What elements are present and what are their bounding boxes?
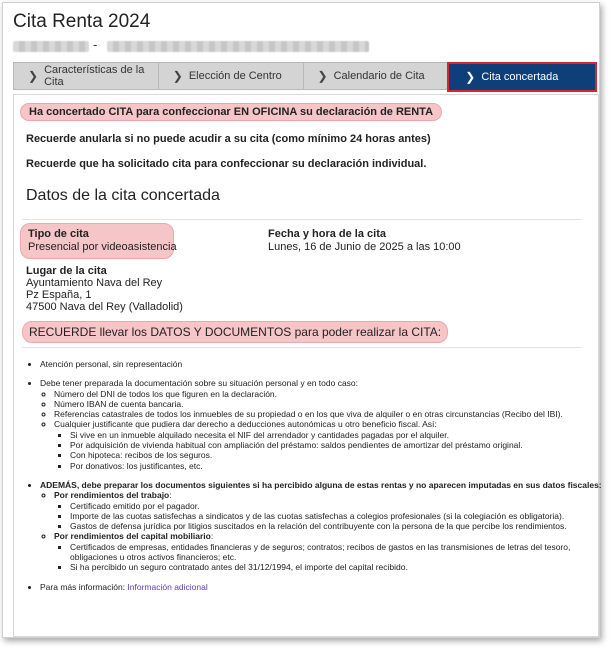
chevron-right-icon: ❯ — [28, 69, 39, 83]
list-item: ▪ Certificados de empresas, entidades financieras y de seguros; contratos; recibos de gastos en las transmisiones de letras del tesoro, obligaciones u otros activos financieros; etc. — [70, 542, 610, 563]
individual-reminder: Recuerde que ha solicitado cita para confeccionar su declaración individual. — [26, 158, 427, 170]
list-item: ◦ Por rendimientos del trabajo: ▪ Certificado emitido por el pagador. ▪ Importe de las cuotas satisfechas a sindicatos y de las cuotas satisfechas a colegios profesionales (si la colegiación es obligatoria). ▪ Gastos de defensa jurídica por litigios suscitados en la relación del contribuyente con la persona de la que percibe los rendimientos. — [54, 490, 610, 531]
page-title: Cita Renta 2024 — [13, 11, 151, 32]
sub-list — [40, 490, 610, 572]
section-title: Datos de la cita concertada — [26, 187, 220, 204]
sub-sub-list — [54, 430, 610, 471]
list-item: ▪ Si vive en un inmueble alquilado necesita el NIF del arrendador y cantidades pagadas por el alquiler. — [70, 430, 610, 440]
recuerde-alert: RECUERDE llevar los DATOS Y DOCUMENTOS para poder realizar la CITA: — [22, 321, 448, 343]
list-item: ▪ Certificado emitido por el pagador. — [70, 501, 610, 511]
list-item-text: Por rendimientos del trabajo — [54, 490, 170, 501]
list-item — [54, 419, 610, 470]
list-item — [40, 480, 610, 573]
divider — [22, 347, 582, 348]
step-label: Elección de Centro — [188, 70, 282, 82]
chevron-right-icon: ❯ — [465, 70, 476, 84]
list-item: ▪ Importe de las cuotas satisfechas a sindicatos y de las cuotas satisfechas a colegios profesionales (si la colegiación es obligatoria). — [70, 511, 610, 521]
list-item: • Atención personal, sin representación — [40, 359, 610, 369]
sub-sub-list — [54, 542, 610, 573]
step-calendario[interactable] — [303, 62, 448, 90]
chevron-right-icon: ❯ — [172, 69, 183, 83]
sub-list — [40, 389, 610, 471]
step-cita-concertada[interactable] — [447, 62, 597, 92]
tipo-value: Presencial por videoasistencia — [28, 241, 177, 253]
cancel-reminder: Recuerde anularla si no puede acudir a su cita (como mínimo 24 horas antes) — [26, 133, 431, 145]
lugar-line: Ayuntamiento Nava del Rey — [26, 277, 163, 289]
list-item: ◦ Referencias catastrales de todos los inmuebles de su propiedad o en los que viva de alquiler o en otras circunstancias (Recibo del IBI). — [54, 409, 610, 419]
step-eleccion-centro[interactable] — [158, 62, 303, 90]
chevron-right-icon: ❯ — [317, 69, 328, 83]
step-label: Cita concertada — [481, 71, 559, 83]
list-item: ▪ Con hipoteca: recibos de los seguros. — [70, 450, 610, 460]
confirmation-alert: Ha concertado CITA para confeccionar EN OFICINA su declaración de RENTA — [20, 103, 442, 121]
list-item-text: Debe tener preparada la documentación sobre su situación personal y en todo caso: — [40, 378, 359, 389]
lugar-line: 47500 Nava del Rey (Valladolid) — [26, 301, 183, 313]
list-item: ▪ Por donativos: los justificantes, etc. — [70, 461, 610, 471]
user-separator: - — [93, 37, 98, 52]
list-item-text: ADEMÁS, debe preparar los documentos siguientes si ha percibido alguna de estas rentas y no aparecen imputadas en sus datos fiscales: — [40, 479, 602, 490]
fecha-value: Lunes, 16 de Junio de 2025 a las 10:00 — [268, 241, 461, 253]
step-label: Características de la Cita — [44, 64, 145, 88]
tipo-label: Tipo de cita — [28, 228, 89, 240]
user-identity-redacted — [13, 37, 373, 53]
lugar-line: Pz España, 1 — [26, 289, 92, 301]
list-item: ◦ Por rendimientos del capital mobiliario: ▪ Certificados de empresas, entidades financieras y de seguros; contratos; recibos de gastos en las transmisiones de letras del tesoro, obligaciones u otros activos financieros; etc. ▪ Si ha percibido un seguro contratado antes del 31/12/1994, el importe del capital recibido. — [54, 531, 610, 572]
list-item — [40, 582, 610, 592]
list-item: ◦ Número del DNI de todos los que figuren en la declaración. — [54, 389, 610, 399]
redacted-name — [107, 41, 369, 52]
fecha-label: Fecha y hora de la cita — [268, 228, 386, 240]
divider — [22, 219, 582, 220]
list-item: ▪ Por adquisición de vivienda habitual con ampliación del préstamo: saldos pendientes de amortizar del préstamo original. — [70, 440, 610, 450]
main-content — [13, 94, 602, 637]
page-frame — [2, 2, 600, 638]
list-item-text: Por rendimientos del capital mobiliario — [54, 531, 211, 542]
list-item-text: Para más información: — [40, 581, 126, 592]
list-item-text: Cualquier justificante que pudiera dar derecho a deducciones autonómicas u otro beneficio fiscal. Así: — [54, 419, 437, 430]
list-item: ▪ Si ha percibido un seguro contratado antes del 31/12/1994, el importe del capital recibido. — [70, 562, 610, 572]
informacion-adicional-link[interactable]: Información adicional — [127, 581, 208, 592]
list-item: ◦ Número IBAN de cuenta bancaria. — [54, 399, 610, 409]
documents-list — [18, 359, 610, 601]
list-item — [40, 378, 610, 471]
lugar-label: Lugar de la cita — [26, 265, 107, 277]
redacted-nif — [13, 41, 89, 52]
step-label: Calendario de Cita — [333, 70, 425, 82]
wizard-steps — [13, 62, 597, 90]
sub-sub-list — [54, 501, 610, 532]
step-caracteristicas[interactable] — [13, 62, 158, 90]
list-item: ▪ Gastos de defensa jurídica por litigios suscitados en la relación del contribuyente con la persona de la que percibe los rendimientos. — [70, 521, 610, 531]
